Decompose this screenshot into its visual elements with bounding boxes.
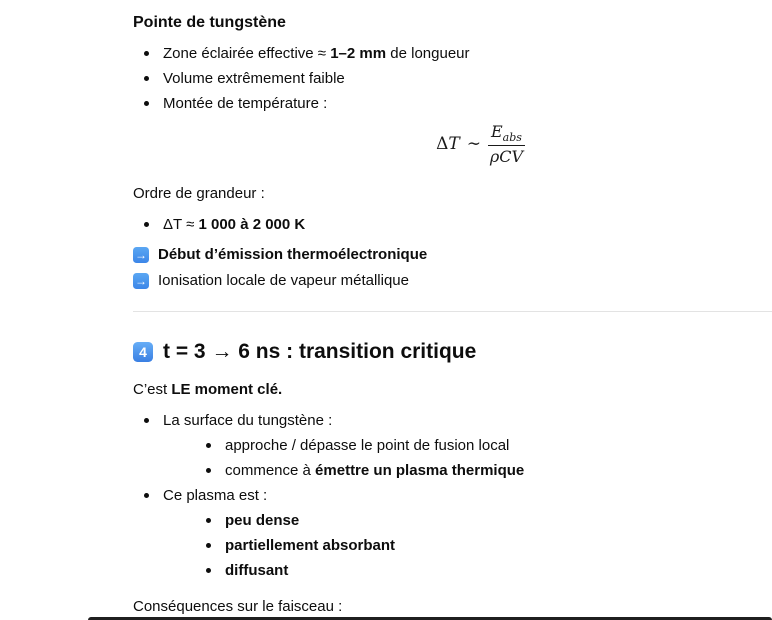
list-item-bold: émettre un plasma thermique	[315, 462, 525, 479]
callout-line	[133, 271, 772, 291]
list-item	[195, 508, 772, 533]
callout-text: Début d’émission thermoélectronique	[158, 246, 428, 263]
list-item-bold: 1 000 à 2 000 K	[198, 216, 306, 233]
paragraph-intro: Ordre de grandeur :	[133, 185, 265, 202]
list-item	[133, 408, 772, 483]
list-item	[195, 558, 772, 583]
formula-subscript: abs	[502, 131, 522, 145]
list-item-text: commence à	[225, 462, 316, 479]
paragraph-key-moment	[133, 380, 772, 400]
formula-relation: ∼	[466, 134, 481, 154]
list-item-text: La surface du tungstène :	[163, 412, 333, 429]
list-item	[195, 458, 772, 483]
list-item	[133, 483, 772, 583]
nested-bullet-list	[195, 508, 772, 583]
formula-fraction	[488, 122, 525, 166]
section-heading-text: t = 3 → 6 ns : transition critique	[163, 340, 477, 363]
section-divider	[133, 311, 772, 312]
formula-delta: Δ	[436, 134, 449, 154]
list-item-bold: 1–2 mm	[330, 45, 387, 62]
paragraph-outro: Conséquences sur le faisceau :	[133, 598, 343, 615]
list-item-text: Zone éclairée effective ≈	[163, 45, 331, 62]
list-item: approche / dépasse le point de fusion local	[195, 433, 772, 458]
formula-denominator: ρCV	[489, 147, 524, 167]
formula-variable: T	[448, 134, 460, 154]
bullet-list-section4	[133, 408, 772, 583]
arrow-right-icon: →	[135, 274, 147, 288]
bullet-list-magnitude	[133, 212, 772, 237]
list-item	[195, 533, 772, 558]
keycap-4-icon: 4	[133, 342, 153, 362]
list-item: Volume extrêmement faible	[133, 66, 772, 91]
formula-numerator: $E_{abs}$	[488, 122, 525, 146]
list-item-text: ΔT ≈	[163, 216, 199, 233]
paragraph-bold: LE moment clé.	[171, 381, 283, 398]
list-item	[133, 41, 772, 66]
subsection-heading: Pointe de tungstène	[133, 14, 286, 31]
list-item: Montée de température :	[133, 91, 772, 116]
list-item-bold: partiellement absorbant	[225, 537, 396, 554]
list-item-bold: diffusant	[225, 562, 289, 579]
list-item-text: Ce plasma est :	[163, 487, 268, 504]
list-item-bold: peu dense	[225, 512, 300, 529]
list-item	[133, 212, 772, 237]
paragraph-text: C’est	[133, 381, 172, 398]
math-formula	[133, 118, 772, 170]
arrow-right-icon: →	[135, 248, 147, 262]
bullet-list-top	[133, 41, 772, 116]
nested-bullet-list	[195, 433, 772, 483]
callout-text: Ionisation locale de vapeur métallique	[158, 272, 409, 289]
list-item-text: de longueur	[386, 45, 470, 62]
callout-line	[133, 245, 772, 265]
section-heading	[133, 338, 772, 366]
